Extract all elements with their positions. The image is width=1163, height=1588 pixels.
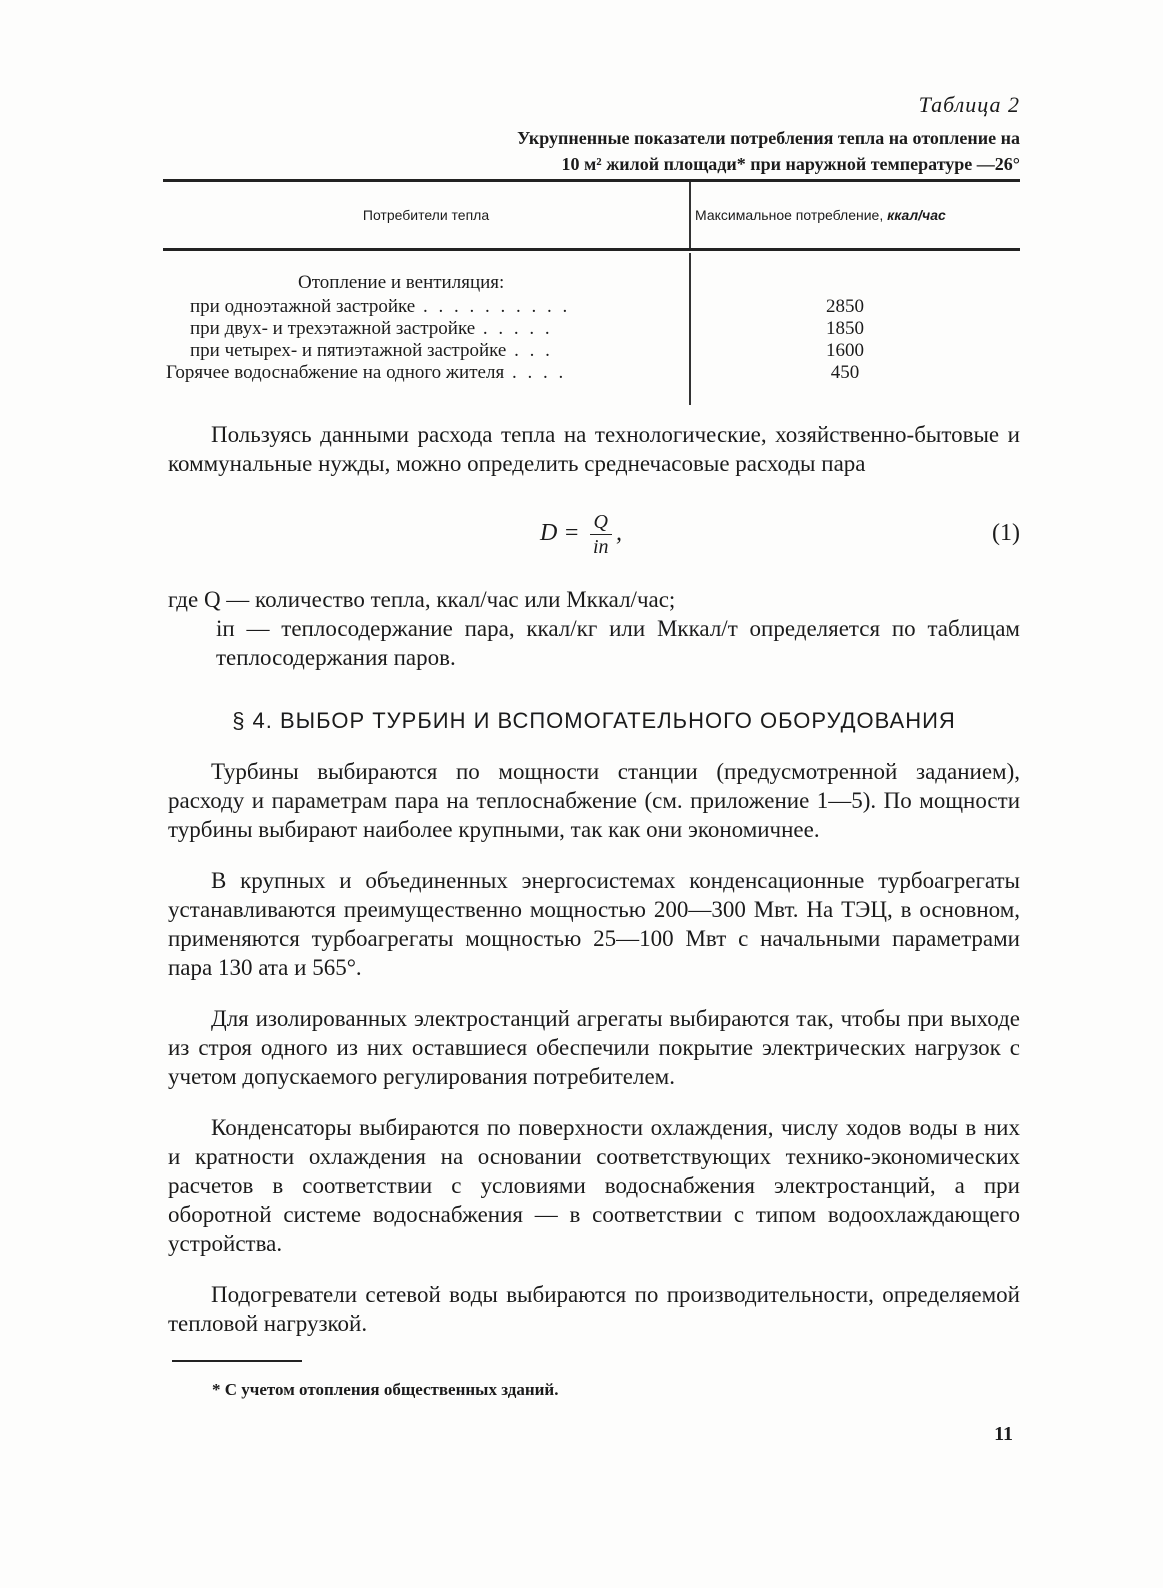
table-header-rule	[163, 248, 1020, 251]
table-body-divider	[689, 253, 691, 405]
intro-paragraph: Пользуясь данными расхода тепла на технологические, хозяйственно-бытовые и коммунальные нужды, можно определить среднечасовые расходы пара	[168, 422, 1020, 476]
formula-denominator: iп	[592, 536, 609, 558]
table-label: Таблица 2	[918, 92, 1020, 117]
table-row-label: при четырех- и пятиэтажной застройке	[190, 340, 507, 361]
table-row-value: 1600	[826, 340, 864, 361]
table-row: Горячее водоснабжение на одного жителя . . . .	[166, 362, 567, 383]
table-row: при одноэтажной застройке . . . . . . . . . .	[190, 296, 571, 317]
table-header-consumers: Потребители тепла	[362, 207, 490, 223]
formula-lhs: D =	[540, 520, 580, 547]
table-header-max	[695, 207, 1020, 223]
table-title-line-1: Укрупненные показатели потребления тепла на отопление на	[517, 128, 1020, 148]
table-row-label: Горячее водоснабжение на одного жителя	[166, 362, 505, 383]
paragraph-isolated-stations: Для изолированных электростанций агрегаты выбираются так, чтобы при выходе из строя одного из них оставшиеся обеспечили покрытие электрических нагрузок с учетом допускаемого регулирования потребителем.	[168, 1006, 1020, 1089]
footnote: * С учетом отопления общественных зданий.	[212, 1380, 559, 1399]
table-row-label: при двух- и трехэтажной застройке	[190, 318, 476, 339]
table-header-max-label: Максимальное потребление,	[695, 207, 884, 223]
section-heading: § 4. ВЫБОР ТУРБИН И ВСПОМОГАТЕЛЬНОГО ОБОРУДОВАНИЯ	[232, 708, 956, 733]
table-row-value: 2850	[826, 296, 864, 317]
table-header-divider	[689, 182, 691, 248]
table-row-value: 450	[830, 362, 860, 383]
equation-number: (1)	[992, 520, 1020, 546]
table-row: при двух- и трехэтажной застройке . . . . .	[190, 318, 553, 339]
table-row-label: при одноэтажной застройке	[190, 296, 416, 317]
paragraph-energy-systems: В крупных и объединенных энергосистемах конденсационные турбоагрегаты устанавливаются преимущественно мощностью 200—300 Мвт. На ТЭЦ, в основном, применяются турбоагрегаты мощностью 25—100 Мвт с начальными параметрами пара 130 ата и 565°.	[168, 868, 1020, 980]
definition-q: где Q — количество тепла, ккал/час или Мккал/час;	[168, 587, 676, 612]
table-title	[320, 125, 1020, 177]
table-title-line-2: 10 м² жилой площади* при наружной температуре —26°	[561, 154, 1020, 174]
formula	[540, 510, 622, 559]
formula-fraction	[590, 510, 612, 559]
footnote-rule	[172, 1360, 302, 1362]
paragraph-condensers: Конденсаторы выбираются по поверхности охлаждения, числу ходов воды в них и кратности охлаждения на основании соответствующих технико-экономических расчетов в соответствии с условиями водоснабжения электростанций, а при оборотной системе водоснабжения — в соответствии с типом водоохлаждающего устройства.	[168, 1115, 1020, 1256]
paragraph-turbines: Турбины выбираются по мощности станции (предусмотренной заданием), расходу и параметрам пара на теплоснабжение (см. приложение 1—5). По мощности турбины выбирают наиболее крупными, так как они экономичнее.	[168, 759, 1020, 842]
page-number: 11	[994, 1423, 1013, 1445]
table-header-max-unit: ккал/час	[887, 207, 946, 223]
table-group-heading: Отопление и вентиляция:	[298, 272, 505, 293]
table-row: при четырех- и пятиэтажной застройке . . .	[190, 340, 553, 361]
definitions	[168, 585, 1020, 672]
paragraph-heaters: Подогреватели сетевой воды выбираются по производительности, определяемой тепловой нагрузкой.	[168, 1282, 1020, 1336]
table-row-value: 1850	[826, 318, 864, 339]
table-top-rule	[163, 179, 1020, 182]
definition-i: iп — теплосодержание пара, ккал/кг или Мккал/т определяется по таблицам теплосодержания паров.	[216, 616, 1020, 670]
formula-tail: ,	[615, 520, 622, 547]
formula-numerator: Q	[590, 510, 612, 535]
